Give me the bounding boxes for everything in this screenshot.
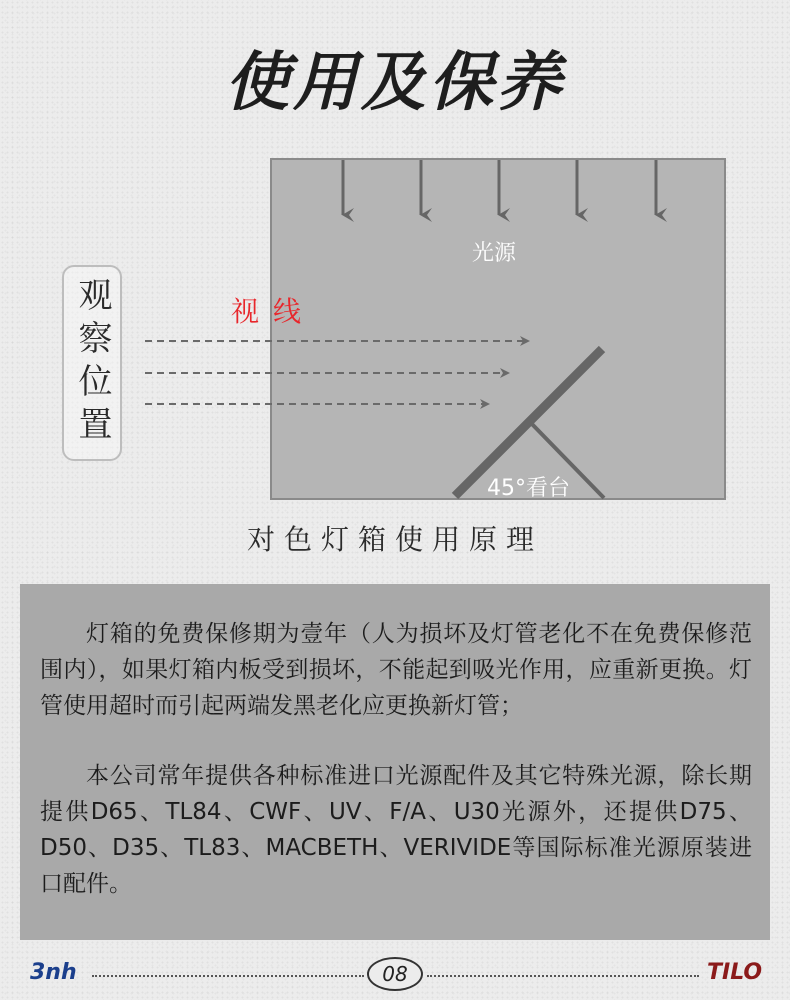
sight-lines: [145, 341, 528, 404]
footer-divider-left: [92, 975, 364, 977]
observe-position-box: [62, 265, 122, 461]
page-number: [367, 957, 423, 991]
diagram-caption: 对色灯箱使用原理: [246, 523, 543, 556]
sight-line-label: 视线: [231, 295, 316, 328]
page-number-text: 08: [382, 962, 408, 986]
info-panel: [20, 584, 770, 940]
accessories-paragraph: 本公司常年提供各种标准进口光源配件及其它特殊光源，除长期提供D65、TL84、CWF、UV、F/A、U30光源外，还提供D75、D50、D35、TL83、MACBETH、VERIVIDE等国际标准光源原装进口配件。: [40, 763, 752, 897]
footer-brand-right: TILO: [707, 960, 763, 985]
light-arrows: [343, 160, 656, 215]
light-source-label: 光源: [472, 241, 517, 266]
footer-brand-left: 3nh: [30, 960, 77, 985]
page-title: 使用及保养: [225, 46, 565, 120]
observe-position-label: 观察位置: [72, 277, 112, 449]
footer-divider-right: [427, 975, 699, 977]
warranty-paragraph: 灯箱的免费保修期为壹年（人为损坏及灯管老化不在免费保修范围内），如果灯箱内板受到损坏，不能起到吸光作用，应重新更换。灯管使用超时而引起两端发黑老化应更换新灯管；: [40, 621, 752, 719]
platform-label: 45°看台: [487, 476, 570, 501]
